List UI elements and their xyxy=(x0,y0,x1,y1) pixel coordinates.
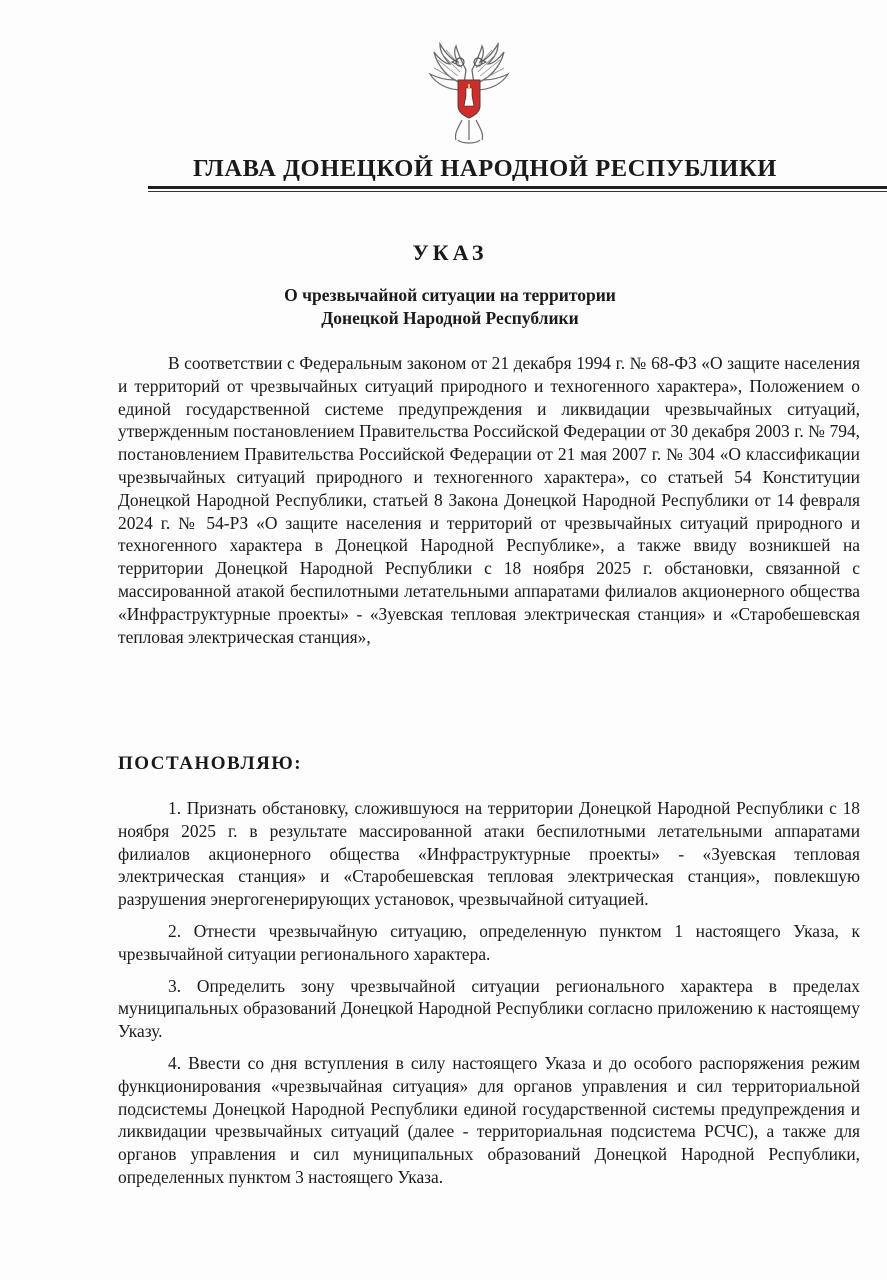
decree-item xyxy=(118,797,860,911)
item-text: Признать обстановку, сложившуюся на территории Донецкой Народной Республики с 18 ноября 2025 г. в результате массированной атаки беспилотными летательными аппаратами филиалов акционерного общества «Инфраструктурные проекты» - «Зуевская тепловая электрическая станция» и «Старобешевская тепловая электрическая станция», повлекшую разрушения энергогенерирующих установок, чрезвычайной ситуацией. xyxy=(118,798,860,910)
header-rule-thick xyxy=(148,186,887,189)
preamble-text: В соответствии с Федеральным законом от 21 декабря 1994 г. № 68-ФЗ «О защите населения и территорий от чрезвычайных ситуаций природного и техногенного характера», Положением о единой государственной системе предупреждения и ликвидации чрезвычайных ситуаций, утвержденным постановлением Правительства Российской Федерации от 30 декабря 2003 г. № 794, постановлением Правительства Российской Федерации от 21 мая 2007 г. № 304 «О классификации чрезвычайных ситуаций природного и техногенного характера», со статьей 54 Конституции Донецкой Народной Республики, статьей 8 Закона Донецкой Народной Республики от 14 февраля 2024 г. № 54-РЗ «О защите населения и территорий от чрезвычайных ситуаций природного и техногенного характера в Донецкой Народной Республике», а также ввиду возникшей на территории Донецкой Народной Республики с 18 ноября 2025 г. обстановки, связанной с массированной атакой беспилотными летательными аппаратами филиалов акционерного общества «Инфраструктурные проекты» - «Зуевская тепловая электрическая станция» и «Старобешевская тепловая электрическая станция», xyxy=(118,353,860,647)
decree-item xyxy=(118,1052,860,1189)
subject-line-2: Донецкой Народной Республики xyxy=(321,308,579,328)
document-type: УКАЗ xyxy=(412,240,488,265)
decree-items xyxy=(118,797,860,1198)
decree-item xyxy=(118,975,860,1043)
item-number: 2. xyxy=(168,920,182,941)
item-number: 3. xyxy=(168,975,182,996)
item-text: Определить зону чрезвычайной ситуации регионального характера в пределах муниципальных образований Донецкой Народной Республики согласно приложению к настоящему Указу. xyxy=(118,975,860,1042)
subject-line-1: О чрезвычайной ситуации на территории xyxy=(284,285,616,305)
decree-word: ПОСТАНОВЛЯЮ: xyxy=(118,753,303,774)
preamble xyxy=(118,352,860,648)
coat-of-arms-icon xyxy=(428,40,510,152)
header-rule-thin xyxy=(148,191,887,192)
item-text: Отнести чрезвычайную ситуацию, определенную пунктом 1 настоящего Указа, к чрезвычайной ситуации регионального характера. xyxy=(118,920,860,964)
document-subject xyxy=(0,284,887,330)
decree-item xyxy=(118,920,860,966)
item-number: 1. xyxy=(168,798,182,818)
organization-title: ГЛАВА ДОНЕЦКОЙ НАРОДНОЙ РЕСПУБЛИКИ xyxy=(193,155,777,182)
item-text: Ввести со дня вступления в силу настоящего Указа и до особого распоряжения режим функционирования «чрезвычайная ситуация» для органов управления и сил территориальной подсистемы Донецкой Народной Республики единой государственной системы предупреждения и ликвидации чрезвычайных ситуаций (далее - территориальная подсистема РСЧС), а также для органов управления и сил муниципальных образований Донецкой Народной Республики, определенных пунктом 3 настоящего Указа. xyxy=(118,1052,860,1187)
item-number: 4. xyxy=(168,1052,182,1073)
